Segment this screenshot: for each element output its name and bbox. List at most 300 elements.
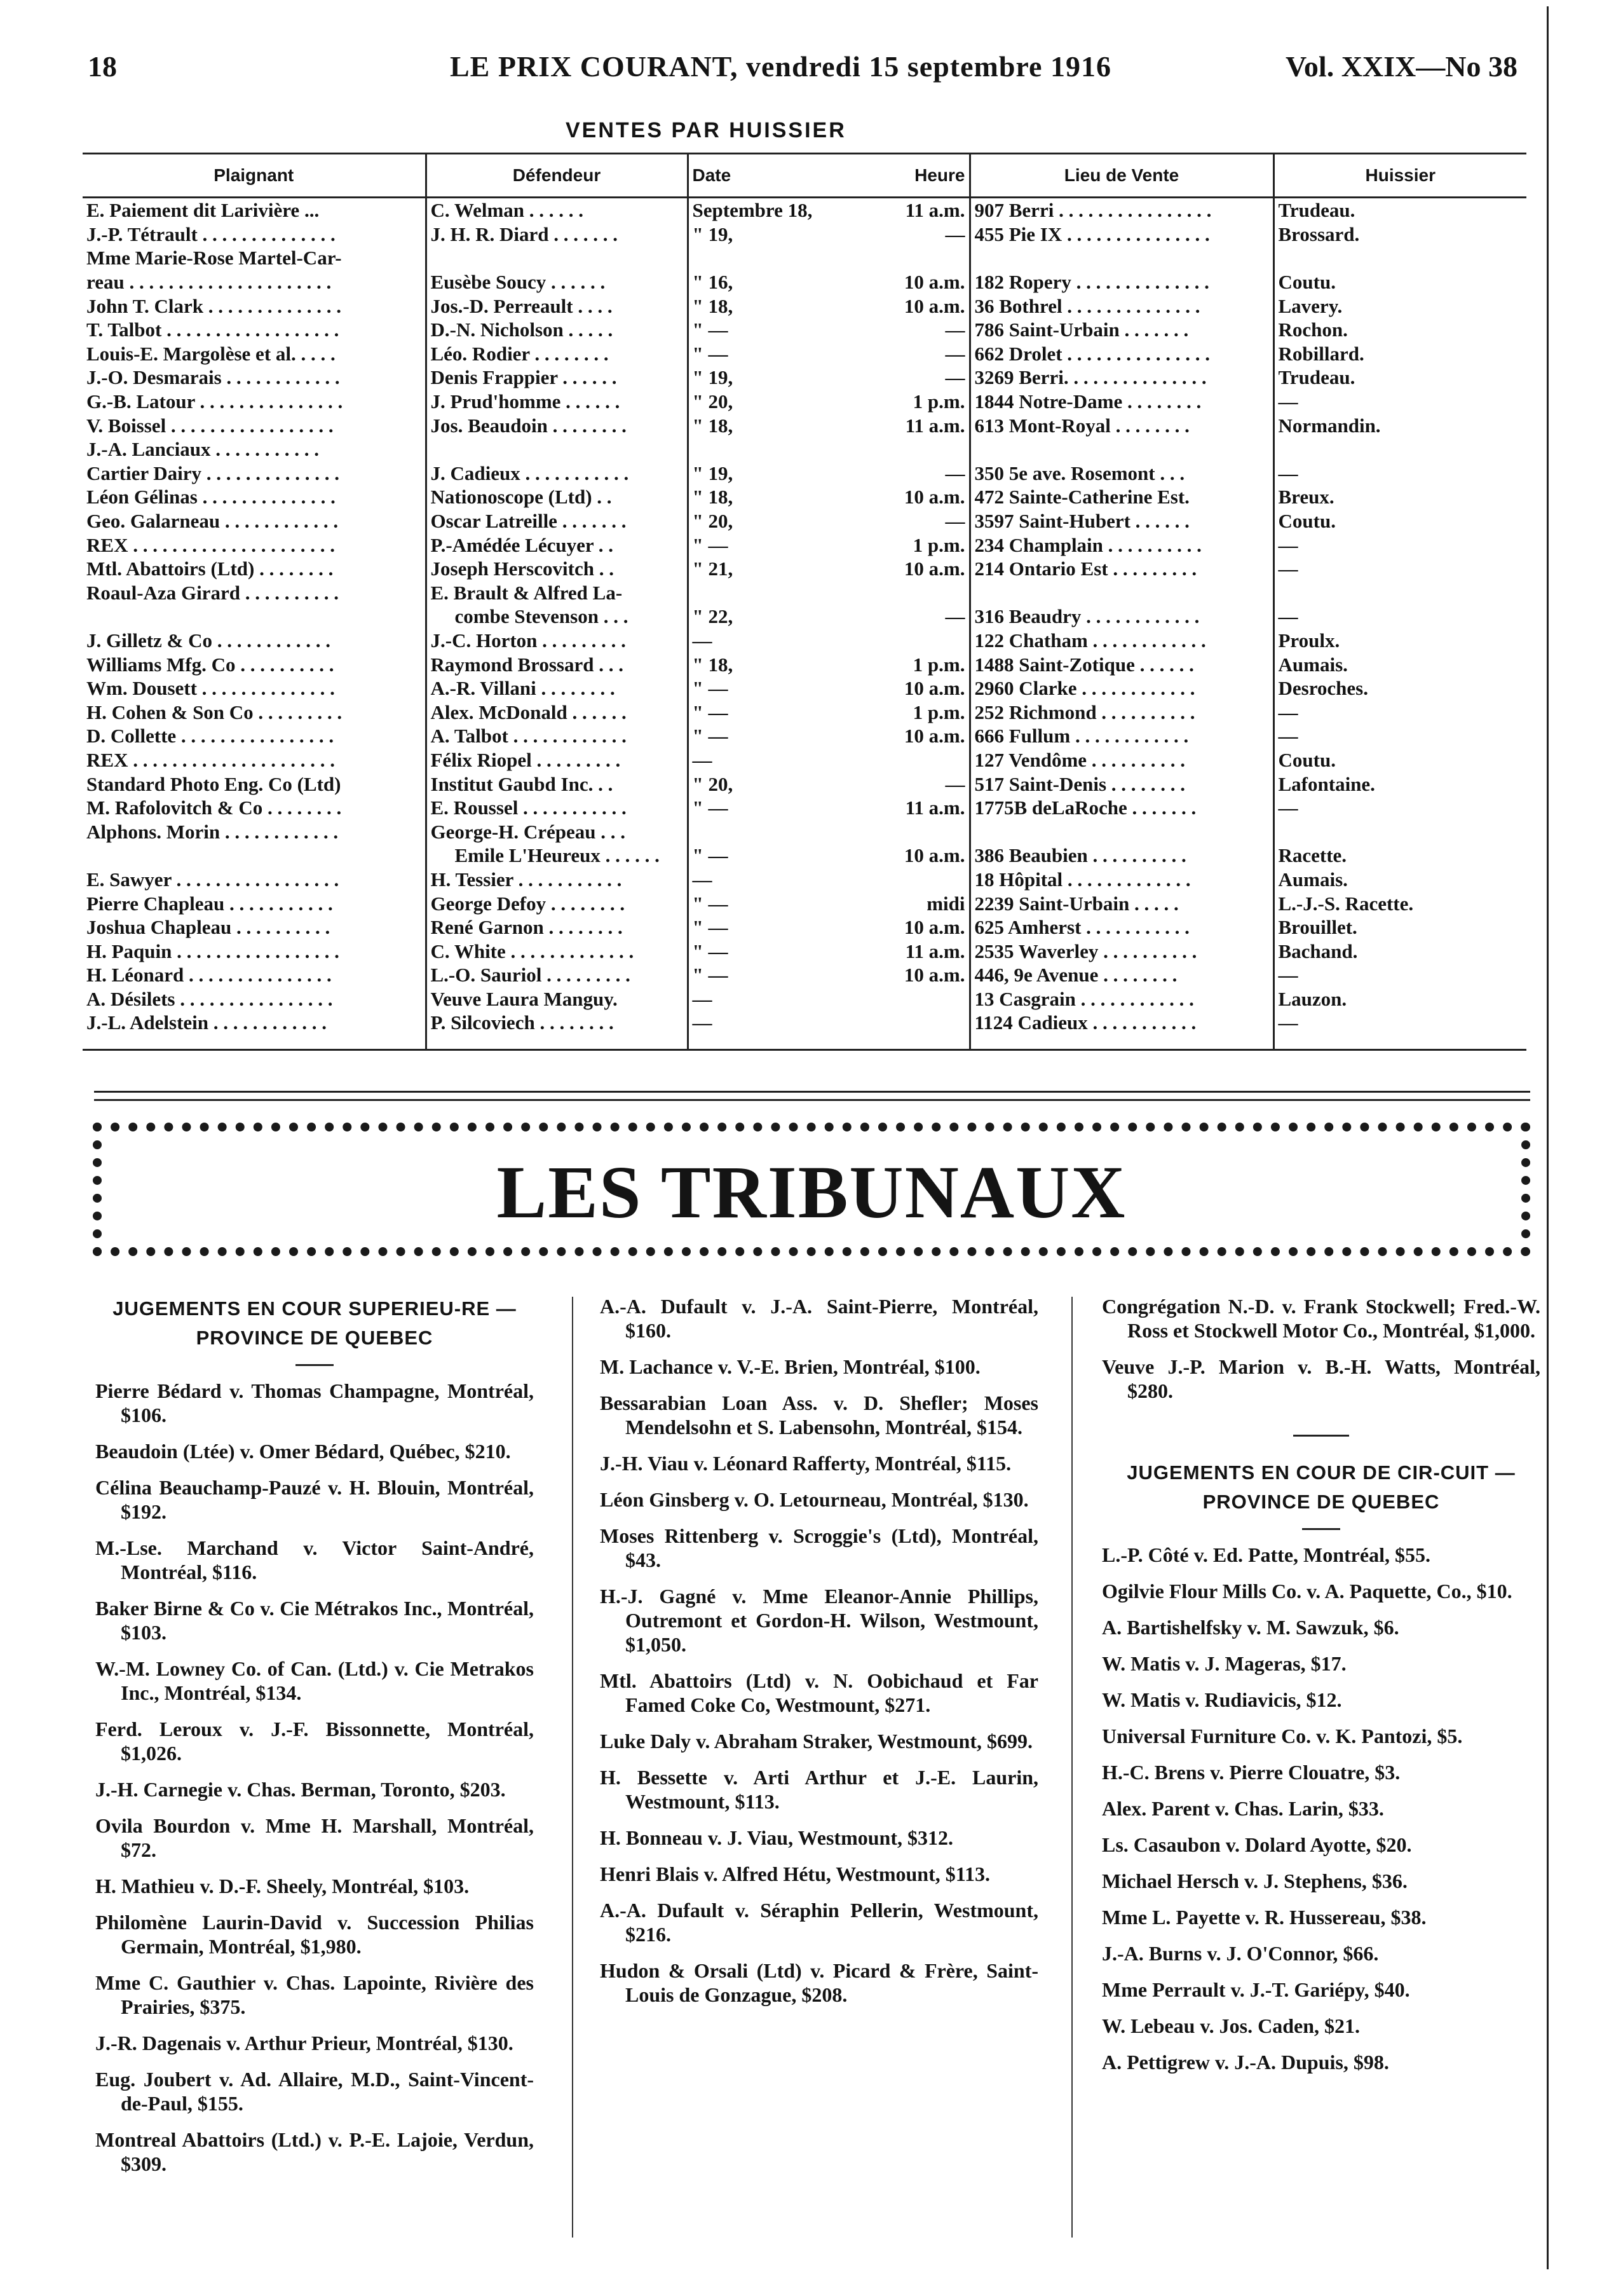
table-row bbox=[83, 844, 1526, 868]
cell-lieu: 316 Beaudry . . . . . . . . . . . . bbox=[970, 605, 1273, 629]
cell-lieu: 455 Pie IX . . . . . . . . . . . . . . . bbox=[970, 222, 1273, 247]
cell-date: " — bbox=[688, 533, 812, 557]
table-row bbox=[83, 437, 1526, 461]
cell-plaignant: H. Léonard . . . . . . . . . . . . . . . bbox=[86, 964, 332, 987]
cell-plaignant: Geo. Galarneau . . . . . . . . . . . . bbox=[86, 510, 339, 533]
cell-heure: 11 a.m. bbox=[905, 414, 965, 437]
judgment-entry: H.-J. Gagné v. Mme Eleanor-Annie Phillips, Outremont et Gordon-H. Wilson, Westmount, $1,050. bbox=[600, 1585, 1038, 1656]
judgment-entry: Ls. Casaubon v. Dolard Ayotte, $20. bbox=[1102, 1833, 1412, 1856]
cell-plaignant bbox=[83, 844, 426, 868]
cell-huissier: — bbox=[1273, 963, 1526, 987]
table-row bbox=[83, 796, 1526, 820]
cell-defendeur: Denis Frappier . . . . . . bbox=[426, 366, 688, 390]
cell-heure: 10 a.m. bbox=[904, 916, 965, 939]
judgment-entry: A. Bartishelfsky v. M. Sawzuk, $6. bbox=[1102, 1616, 1399, 1639]
table-row bbox=[83, 939, 1526, 963]
judgment-entry: A. Pettigrew v. J.-A. Dupuis, $98. bbox=[1102, 2051, 1389, 2074]
table-row bbox=[83, 533, 1526, 557]
cell-heure bbox=[812, 748, 970, 772]
judgment-entry: Congrégation N.-D. v. Frank Stockwell; Fred.-W. Ross et Stockwell Motor Co., Montréal, $1,000. bbox=[1102, 1295, 1540, 1342]
judgment-entry: Veuve J.-P. Marion v. B.-H. Watts, Montréal, $280. bbox=[1102, 1355, 1540, 1402]
cell-lieu: 446, 9e Avenue . . . . . . . . bbox=[970, 963, 1273, 987]
cell-date bbox=[688, 246, 812, 270]
table-row bbox=[83, 915, 1526, 940]
ventes-table bbox=[83, 153, 1526, 1051]
column-rule-2 bbox=[1071, 1297, 1073, 2238]
cell-plaignant: Williams Mfg. Co . . . . . . . . . . bbox=[86, 653, 334, 676]
cell-defendeur: George Defoy . . . . . . . . bbox=[426, 891, 688, 915]
judgment-entry: Léon Ginsberg v. O. Letourneau, Montréal, $130. bbox=[600, 1488, 1029, 1511]
cell-defendeur: George-H. Crépeau . . . bbox=[426, 819, 688, 844]
cell-heure bbox=[812, 581, 970, 605]
judgment-entry: Alex. Parent v. Chas. Larin, $33. bbox=[1102, 1797, 1384, 1820]
judgment-entry: Philomène Laurin-David v. Succession Philias Germain, Montréal, $1,980. bbox=[95, 1911, 534, 1958]
judgment-entry: J.-H. Carnegie v. Chas. Berman, Toronto, $203. bbox=[95, 1778, 506, 1801]
cell-plaignant: Mme Marie-Rose Martel-Car- bbox=[86, 247, 342, 270]
superieure-list-part-2 bbox=[600, 1294, 1038, 2007]
right-margin-rule bbox=[1547, 6, 1549, 2269]
cell-heure: 11 a.m. bbox=[905, 940, 965, 962]
cell-plaignant: Cartier Dairy . . . . . . . . . . . . . . bbox=[86, 461, 340, 484]
table-row bbox=[83, 819, 1526, 844]
cell-defendeur: René Garnon . . . . . . . . bbox=[426, 915, 688, 940]
cell-plaignant: J.-A. Lanciaux . . . . . . . . . . . bbox=[86, 438, 319, 461]
table-row bbox=[83, 891, 1526, 915]
col-header-plaignant: Plaignant bbox=[83, 154, 426, 198]
judgment-entry: Ferd. Leroux v. J.-F. Bissonnette, Montréal, $1,026. bbox=[95, 1718, 534, 1765]
cell-huissier: Desroches. bbox=[1273, 676, 1526, 700]
cell-heure bbox=[812, 246, 970, 270]
judgment-entry: Ovila Bourdon v. Mme H. Marshall, Montréal, $72. bbox=[95, 1814, 534, 1861]
cell-huissier: — bbox=[1273, 557, 1526, 581]
cell-lieu: 2239 Saint-Urbain . . . . . bbox=[970, 891, 1273, 915]
cell-defendeur: P. Silcoviech . . . . . . . . bbox=[426, 1011, 688, 1050]
judgment-entry: Montreal Abattoirs (Ltd.) v. P.-E. Lajoie, Verdun, $309. bbox=[95, 2128, 534, 2175]
cell-plaignant: REX . . . . . . . . . . . . . . . . . . . . . bbox=[86, 533, 335, 556]
cell-plaignant: H. Cohen & Son Co . . . . . . . . . bbox=[86, 700, 343, 723]
cell-lieu: 127 Vendôme . . . . . . . . . . bbox=[970, 748, 1273, 772]
cell-defendeur: P.-Amédée Lécuyer . . bbox=[426, 533, 688, 557]
cell-huissier: — bbox=[1273, 390, 1526, 414]
table-row bbox=[83, 413, 1526, 437]
col-header-defendeur: Défendeur bbox=[426, 154, 688, 198]
cell-defendeur: combe Stevenson . . . bbox=[426, 605, 688, 629]
cell-huissier: Trudeau. bbox=[1273, 366, 1526, 390]
judgment-entry: Célina Beauchamp-Pauzé v. H. Blouin, Montréal, $192. bbox=[95, 1476, 534, 1523]
table-row bbox=[83, 342, 1526, 366]
cell-huissier: Rochon. bbox=[1273, 318, 1526, 342]
table-row bbox=[83, 366, 1526, 390]
judgment-entry: J.-R. Dagenais v. Arthur Prieur, Montréal, $130. bbox=[95, 2032, 513, 2054]
cell-date: " 16, bbox=[688, 270, 812, 294]
cell-plaignant bbox=[83, 605, 426, 629]
cell-heure: 1 p.m. bbox=[913, 700, 965, 723]
volume-number: Vol. XXIX—No 38 bbox=[1285, 50, 1517, 83]
cell-plaignant: Joshua Chapleau . . . . . . . . . . bbox=[86, 916, 330, 939]
cell-plaignant: E. Sawyer . . . . . . . . . . . . . . . . . bbox=[86, 868, 339, 891]
table-row bbox=[83, 748, 1526, 772]
cell-defendeur: Jos.-D. Perreault . . . . bbox=[426, 294, 688, 318]
cell-date: " 18, bbox=[688, 413, 812, 437]
cell-defendeur: L.-O. Sauriol . . . . . . . . . bbox=[426, 963, 688, 987]
judgment-entry: Baker Birne & Co v. Cie Métrakos Inc., Montréal, $103. bbox=[95, 1597, 534, 1644]
table-row bbox=[83, 581, 1526, 605]
cell-defendeur: Raymond Brossard . . . bbox=[426, 652, 688, 676]
cell-huissier: Coutu. bbox=[1273, 270, 1526, 294]
cell-date: — bbox=[688, 629, 812, 653]
judgment-entry: Mme Perrault v. J.-T. Gariépy, $40. bbox=[1102, 1978, 1410, 2001]
cell-date: " 20, bbox=[688, 509, 812, 533]
table-row bbox=[83, 294, 1526, 318]
cell-defendeur: Joseph Herscovitch . . bbox=[426, 557, 688, 581]
cell-heure bbox=[812, 987, 970, 1011]
judgment-entry: H.-C. Brens v. Pierre Clouatre, $3. bbox=[1102, 1761, 1401, 1784]
judgment-entry: W.-M. Lowney Co. of Can. (Ltd.) v. Cie Metrakos Inc., Montréal, $134. bbox=[95, 1657, 534, 1704]
cell-plaignant: REX . . . . . . . . . . . . . . . . . . . . . bbox=[86, 748, 335, 771]
cell-huissier: Lavery. bbox=[1273, 294, 1526, 318]
cell-huissier: Coutu. bbox=[1273, 748, 1526, 772]
cell-huissier bbox=[1273, 437, 1526, 461]
cell-plaignant: M. Rafolovitch & Co . . . . . . . . bbox=[86, 796, 342, 819]
cell-heure bbox=[812, 819, 970, 844]
cell-defendeur: Institut Gaubd Inc. . . bbox=[426, 772, 688, 796]
page-header bbox=[88, 50, 1517, 94]
table-row bbox=[83, 963, 1526, 987]
cell-heure: 1 p.m. bbox=[913, 533, 965, 556]
cell-date: " — bbox=[688, 939, 812, 963]
cell-defendeur: D.-N. Nicholson . . . . . bbox=[426, 318, 688, 342]
cell-heure: 10 a.m. bbox=[904, 294, 965, 317]
circuit-heading-text: JUGEMENTS EN COUR DE CIR-CUIT — PROVINCE DE QUEBEC bbox=[1127, 1461, 1516, 1513]
cell-heure bbox=[812, 868, 970, 892]
cell-heure: 11 a.m. bbox=[905, 199, 965, 222]
ventes-header-row bbox=[83, 154, 1526, 198]
ventes-title: VENTES PAR HUISSIER bbox=[566, 118, 846, 142]
cell-huissier: — bbox=[1273, 796, 1526, 820]
col-header-heure: Heure bbox=[812, 154, 970, 198]
cell-lieu: 517 Saint-Denis . . . . . . . . bbox=[970, 772, 1273, 796]
judgment-entry: W. Matis v. J. Mageras, $17. bbox=[1102, 1652, 1347, 1675]
cell-huissier: Brouillet. bbox=[1273, 915, 1526, 940]
cell-defendeur: Léo. Rodier . . . . . . . . bbox=[426, 342, 688, 366]
cell-lieu: 350 5e ave. Rosemont . . . bbox=[970, 461, 1273, 486]
cell-huissier bbox=[1273, 581, 1526, 605]
cell-heure: — bbox=[945, 366, 965, 389]
table-row bbox=[83, 605, 1526, 629]
cell-huissier bbox=[1273, 246, 1526, 270]
judgment-entry: J.-A. Burns v. J. O'Connor, $66. bbox=[1102, 1942, 1379, 1965]
cell-heure bbox=[812, 437, 970, 461]
cell-heure: 10 a.m. bbox=[904, 271, 965, 294]
judgment-entry: H. Bessette v. Arti Arthur et J.-E. Laurin, Westmount, $113. bbox=[600, 1766, 1038, 1813]
cell-huissier: — bbox=[1273, 605, 1526, 629]
cell-lieu: 907 Berri . . . . . . . . . . . . . . . . bbox=[970, 198, 1273, 222]
cell-huissier: Lauzon. bbox=[1273, 987, 1526, 1011]
cell-huissier: Trudeau. bbox=[1273, 198, 1526, 222]
cell-date: — bbox=[688, 868, 812, 892]
cell-lieu: 36 Bothrel . . . . . . . . . . . . . . bbox=[970, 294, 1273, 318]
cell-lieu: 1124 Cadieux . . . . . . . . . . . bbox=[970, 1011, 1273, 1050]
cell-defendeur: Emile L'Heureux . . . . . . bbox=[426, 844, 688, 868]
cell-defendeur bbox=[426, 437, 688, 461]
cell-huissier: Normandin. bbox=[1273, 413, 1526, 437]
cell-date: " — bbox=[688, 844, 812, 868]
cell-plaignant: H. Paquin . . . . . . . . . . . . . . . . . bbox=[86, 940, 339, 962]
cell-lieu: 234 Champlain . . . . . . . . . . bbox=[970, 533, 1273, 557]
cell-huissier: — bbox=[1273, 1011, 1526, 1050]
cell-plaignant: J.-P. Tétrault . . . . . . . . . . . . . . bbox=[86, 222, 336, 245]
cell-lieu: 182 Ropery . . . . . . . . . . . . . . bbox=[970, 270, 1273, 294]
cell-date: " 19, bbox=[688, 222, 812, 247]
cell-plaignant: J.-O. Desmarais . . . . . . . . . . . . bbox=[86, 366, 340, 389]
cell-lieu: 1844 Notre-Dame . . . . . . . . bbox=[970, 390, 1273, 414]
cell-huissier: — bbox=[1273, 700, 1526, 724]
judgment-entry: Eug. Joubert v. Ad. Allaire, M.D., Saint-Vincent-de-Paul, $155. bbox=[95, 2068, 534, 2115]
cell-lieu: 1488 Saint-Zotique . . . . . . bbox=[970, 652, 1273, 676]
cell-plaignant: Louis-E. Margolèse et al. . . . . bbox=[86, 342, 336, 365]
page-number: 18 bbox=[88, 50, 117, 83]
table-row bbox=[83, 222, 1526, 247]
section-rule bbox=[1293, 1435, 1349, 1437]
cell-huissier: Breux. bbox=[1273, 485, 1526, 509]
col-header-lieu: Lieu de Vente bbox=[970, 154, 1273, 198]
cell-heure: — bbox=[945, 342, 965, 365]
table-row bbox=[83, 652, 1526, 676]
judgment-entry: Pierre Bédard v. Thomas Champagne, Montréal, $106. bbox=[95, 1379, 534, 1426]
table-row bbox=[83, 629, 1526, 653]
cell-heure: — bbox=[945, 605, 965, 628]
cell-lieu: 2535 Waverley . . . . . . . . . . bbox=[970, 939, 1273, 963]
cell-heure: — bbox=[945, 461, 965, 484]
cell-date: " 21, bbox=[688, 557, 812, 581]
cell-lieu: 613 Mont-Royal . . . . . . . . bbox=[970, 413, 1273, 437]
cell-date: " 18, bbox=[688, 652, 812, 676]
cell-date: " — bbox=[688, 724, 812, 748]
judgment-entry: Luke Daly v. Abraham Straker, Westmount, $699. bbox=[600, 1730, 1033, 1753]
cell-defendeur: Nationoscope (Ltd) . . bbox=[426, 485, 688, 509]
circuit-heading bbox=[1102, 1458, 1540, 1530]
cell-defendeur: J. Prud'homme . . . . . . bbox=[426, 390, 688, 414]
cell-huissier: Racette. bbox=[1273, 844, 1526, 868]
cell-heure bbox=[812, 629, 970, 653]
cell-huissier bbox=[1273, 819, 1526, 844]
judgment-entry: H. Mathieu v. D.-F. Sheely, Montréal, $103. bbox=[95, 1875, 470, 1897]
judgment-entry: Michael Hersch v. J. Stephens, $36. bbox=[1102, 1869, 1408, 1892]
tribunaux-banner bbox=[93, 1123, 1530, 1256]
cell-plaignant: Standard Photo Eng. Co (Ltd) bbox=[86, 772, 341, 795]
cell-date: " 22, bbox=[688, 605, 812, 629]
cell-defendeur: Eusèbe Soucy . . . . . . bbox=[426, 270, 688, 294]
cell-defendeur: E. Brault & Alfred La- bbox=[426, 581, 688, 605]
cell-defendeur: C. Welman . . . . . . bbox=[426, 198, 688, 222]
cell-date: " 18, bbox=[688, 485, 812, 509]
table-row bbox=[83, 270, 1526, 294]
cell-huissier: Robillard. bbox=[1273, 342, 1526, 366]
table-row bbox=[83, 318, 1526, 342]
cell-heure: 10 a.m. bbox=[904, 964, 965, 987]
cell-plaignant: J.-L. Adelstein . . . . . . . . . . . . bbox=[83, 1011, 426, 1050]
superieure-heading-text: JUGEMENTS EN COUR SUPERIEU-RE — PROVINCE DE QUEBEC bbox=[112, 1297, 517, 1349]
cell-defendeur bbox=[426, 246, 688, 270]
cell-defendeur: Félix Riopel . . . . . . . . . bbox=[426, 748, 688, 772]
table-row bbox=[83, 509, 1526, 533]
cell-date bbox=[688, 581, 812, 605]
cell-defendeur: C. White . . . . . . . . . . . . . bbox=[426, 939, 688, 963]
superieure-heading bbox=[95, 1294, 534, 1366]
cell-lieu: 3269 Berri. . . . . . . . . . . . . . . bbox=[970, 366, 1273, 390]
cell-defendeur: A.-R. Villani . . . . . . . . bbox=[426, 676, 688, 700]
cell-huissier: L.-J.-S. Racette. bbox=[1273, 891, 1526, 915]
cell-plaignant: D. Collette . . . . . . . . . . . . . . . . bbox=[86, 725, 334, 748]
heading-dash bbox=[295, 1364, 334, 1366]
cell-lieu: 214 Ontario Est . . . . . . . . . bbox=[970, 557, 1273, 581]
cell-date: " 19, bbox=[688, 366, 812, 390]
cell-date: " 19, bbox=[688, 461, 812, 486]
cell-defendeur: A. Talbot . . . . . . . . . . . . bbox=[426, 724, 688, 748]
cell-plaignant: V. Boissel . . . . . . . . . . . . . . . . . bbox=[86, 414, 334, 437]
table-row bbox=[83, 485, 1526, 509]
cell-date: " 18, bbox=[688, 294, 812, 318]
superieure-list-part-1 bbox=[95, 1379, 534, 2176]
cell-defendeur: Jos. Beaudoin . . . . . . . . bbox=[426, 413, 688, 437]
table-row bbox=[83, 246, 1526, 270]
cell-plaignant: reau . . . . . . . . . . . . . . . . . . . . . bbox=[86, 271, 332, 294]
cell-huissier: Lafontaine. bbox=[1273, 772, 1526, 796]
circuit-list bbox=[1102, 1543, 1540, 2074]
cell-date: " — bbox=[688, 676, 812, 700]
cell-defendeur: J.-C. Horton . . . . . . . . . bbox=[426, 629, 688, 653]
cell-huissier: Aumais. bbox=[1273, 652, 1526, 676]
cell-defendeur: E. Roussel . . . . . . . . . . . bbox=[426, 796, 688, 820]
table-row bbox=[83, 557, 1526, 581]
judgment-entry: Mme C. Gauthier v. Chas. Lapointe, Rivière des Prairies, $375. bbox=[95, 1971, 534, 2018]
banner-title: LES TRIBUNAUX bbox=[496, 1151, 1127, 1234]
judgment-entry: M.-Lse. Marchand v. Victor Saint-André, Montréal, $116. bbox=[95, 1536, 534, 1583]
cell-defendeur: J. H. R. Diard . . . . . . . bbox=[426, 222, 688, 247]
cell-huissier: — bbox=[1273, 533, 1526, 557]
judgment-entry: Ogilvie Flour Mills Co. v. A. Paquette, Co., $10. bbox=[1102, 1580, 1512, 1602]
cell-heure: 1 p.m. bbox=[913, 653, 965, 676]
superieure-list-part-3 bbox=[1102, 1294, 1540, 1403]
column-rule-1 bbox=[572, 1297, 573, 2238]
judgment-entry: W. Lebeau v. Jos. Caden, $21. bbox=[1102, 2014, 1360, 2037]
cell-heure: 10 a.m. bbox=[904, 486, 965, 509]
table-row bbox=[83, 724, 1526, 748]
cell-lieu bbox=[970, 246, 1273, 270]
cell-date: — bbox=[688, 987, 812, 1011]
cell-huissier: Bachand. bbox=[1273, 939, 1526, 963]
col-header-date: Date bbox=[688, 154, 812, 198]
cell-plaignant: G.-B. Latour . . . . . . . . . . . . . . . bbox=[86, 390, 343, 413]
cell-plaignant: J. Gilletz & Co . . . . . . . . . . . . bbox=[86, 629, 331, 652]
cell-date: — bbox=[688, 1011, 812, 1050]
judgment-entry: A.-A. Dufault v. J.-A. Saint-Pierre, Montréal, $160. bbox=[600, 1295, 1038, 1342]
cell-lieu: 625 Amherst . . . . . . . . . . . bbox=[970, 915, 1273, 940]
judgment-entry: J.-H. Viau v. Léonard Rafferty, Montréal, $115. bbox=[600, 1452, 1012, 1475]
cell-lieu bbox=[970, 581, 1273, 605]
cell-huissier: — bbox=[1273, 461, 1526, 486]
cell-plaignant: Wm. Dousett . . . . . . . . . . . . . . bbox=[86, 677, 335, 700]
cell-lieu: 18 Hôpital . . . . . . . . . . . . . bbox=[970, 868, 1273, 892]
cell-heure: — bbox=[945, 772, 965, 795]
cell-plaignant: A. Désilets . . . . . . . . . . . . . . . . bbox=[86, 987, 333, 1010]
judgment-entry: Bessarabian Loan Ass. v. D. Shefler; Moses Mendelsohn et S. Labensohn, Montréal, $154. bbox=[600, 1391, 1038, 1438]
cell-date: " — bbox=[688, 915, 812, 940]
cell-heure: 10 a.m. bbox=[904, 844, 965, 867]
cell-lieu: 3597 Saint-Hubert . . . . . . bbox=[970, 509, 1273, 533]
judgment-entry: A.-A. Dufault v. Séraphin Pellerin, Westmount, $216. bbox=[600, 1899, 1038, 1946]
cell-lieu: 386 Beaubien . . . . . . . . . . bbox=[970, 844, 1273, 868]
cell-plaignant: E. Paiement dit Larivière ... bbox=[86, 199, 320, 222]
judgment-entry: Moses Rittenberg v. Scroggie's (Ltd), Montréal, $43. bbox=[600, 1524, 1038, 1571]
cell-heure: 1 p.m. bbox=[913, 390, 965, 413]
judgments-column-1 bbox=[95, 1294, 534, 2188]
cell-heure: 10 a.m. bbox=[904, 557, 965, 580]
cell-heure: — bbox=[945, 318, 965, 341]
cell-defendeur: H. Tessier . . . . . . . . . . . bbox=[426, 868, 688, 892]
judgment-entry: Mme L. Payette v. R. Hussereau, $38. bbox=[1102, 1906, 1427, 1929]
cell-plaignant: Roaul-Aza Girard . . . . . . . . . . bbox=[86, 581, 339, 604]
judgment-entry: Henri Blais v. Alfred Hétu, Westmount, $113. bbox=[600, 1862, 990, 1885]
table-row bbox=[83, 461, 1526, 486]
cell-huissier: — bbox=[1273, 724, 1526, 748]
cell-heure: 10 a.m. bbox=[904, 725, 965, 748]
cell-date: " — bbox=[688, 700, 812, 724]
cell-plaignant: Léon Gélinas . . . . . . . . . . . . . . bbox=[86, 486, 336, 509]
judgment-entry: Universal Furniture Co. v. K. Pantozi, $5. bbox=[1102, 1725, 1463, 1747]
judgment-entry: Beaudoin (Ltée) v. Omer Bédard, Québec, $210. bbox=[95, 1440, 511, 1463]
cell-heure: — bbox=[945, 510, 965, 533]
ventes-body bbox=[83, 198, 1526, 1050]
cell-huissier: Aumais. bbox=[1273, 868, 1526, 892]
table-row bbox=[83, 700, 1526, 724]
table-row bbox=[83, 987, 1526, 1011]
cell-date: " 20, bbox=[688, 772, 812, 796]
judgment-entry: M. Lachance v. V.-E. Brien, Montréal, $100. bbox=[600, 1355, 981, 1378]
judgment-entry: H. Bonneau v. J. Viau, Westmount, $312. bbox=[600, 1826, 953, 1849]
table-row bbox=[83, 868, 1526, 892]
cell-huissier: Coutu. bbox=[1273, 509, 1526, 533]
col-header-huissier: Huissier bbox=[1273, 154, 1526, 198]
cell-lieu bbox=[970, 819, 1273, 844]
cell-heure bbox=[812, 1011, 970, 1050]
cell-heure: midi bbox=[927, 892, 965, 915]
table-row bbox=[83, 1011, 1526, 1050]
cell-date: — bbox=[688, 748, 812, 772]
cell-date: " — bbox=[688, 796, 812, 820]
cell-plaignant: Pierre Chapleau . . . . . . . . . . . bbox=[86, 892, 333, 915]
judgment-entry: Mtl. Abattoirs (Ltd) v. N. Oobichaud et Far Famed Coke Co, Westmount, $271. bbox=[600, 1669, 1038, 1716]
cell-defendeur: Oscar Latreille . . . . . . . bbox=[426, 509, 688, 533]
judgment-entry: L.-P. Côté v. Ed. Patte, Montréal, $55. bbox=[1102, 1543, 1430, 1566]
table-row bbox=[83, 390, 1526, 414]
judgment-entry: W. Matis v. Rudiavicis, $12. bbox=[1102, 1688, 1342, 1711]
page-title: LE PRIX COURANT, vendredi 15 septembre 1916 bbox=[450, 50, 1111, 83]
cell-date: " — bbox=[688, 342, 812, 366]
section-divider bbox=[94, 1091, 1530, 1101]
cell-lieu: 662 Drolet . . . . . . . . . . . . . . . bbox=[970, 342, 1273, 366]
cell-plaignant: Mtl. Abattoirs (Ltd) . . . . . . . . bbox=[86, 557, 334, 580]
cell-lieu bbox=[970, 437, 1273, 461]
cell-lieu: 252 Richmond . . . . . . . . . . bbox=[970, 700, 1273, 724]
heading-dash bbox=[1302, 1528, 1340, 1530]
cell-lieu: 786 Saint-Urbain . . . . . . . bbox=[970, 318, 1273, 342]
table-row bbox=[83, 198, 1526, 222]
cell-heure: — bbox=[945, 222, 965, 245]
cell-lieu: 472 Sainte-Catherine Est. bbox=[970, 485, 1273, 509]
cell-date: " 20, bbox=[688, 390, 812, 414]
judgment-entry: Hudon & Orsali (Ltd) v. Picard & Frère, Saint-Louis de Gonzague, $208. bbox=[600, 1959, 1038, 2006]
